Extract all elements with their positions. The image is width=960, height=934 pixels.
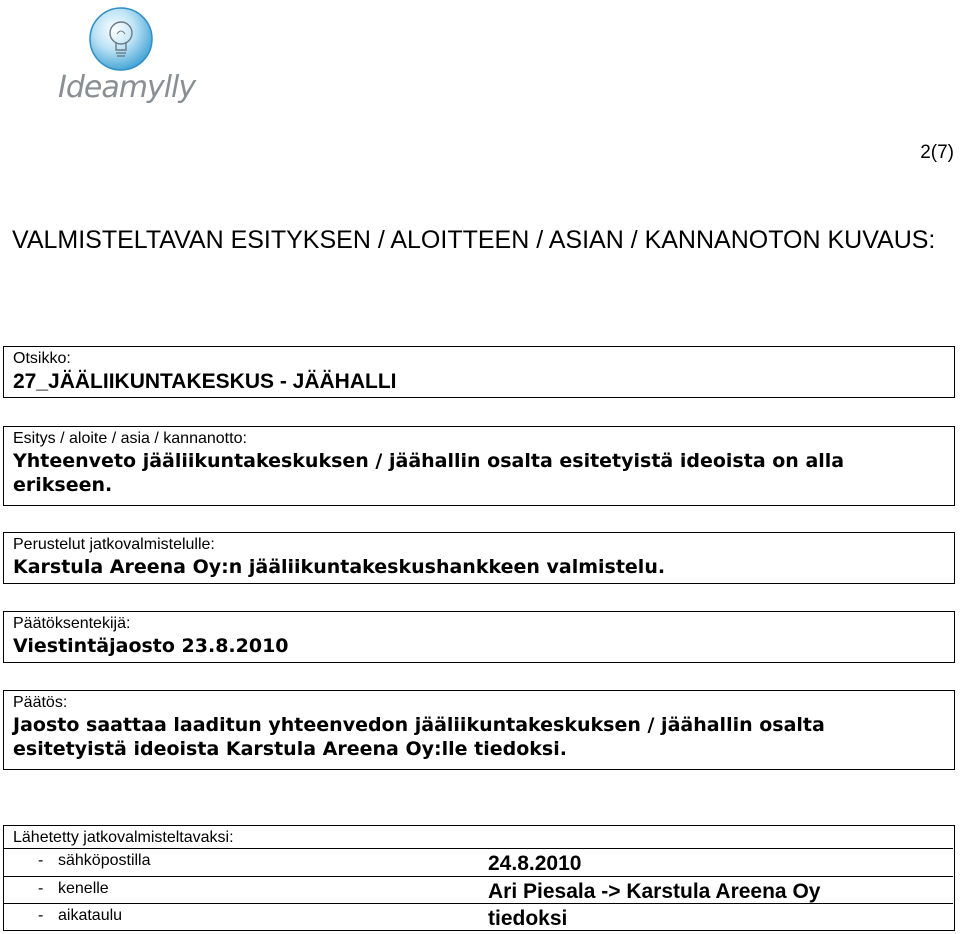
section-perustelut — [3, 532, 955, 584]
section-paatoksentekija — [3, 611, 955, 663]
page-title: VALMISTELTAVAN ESITYKSEN / ALOITTEEN / ASIAN / KANNANOTON KUVAUS: — [12, 226, 936, 254]
logo-wordmark: Ideamylly — [58, 70, 196, 105]
sent-row-key: kenelle — [58, 880, 109, 897]
sent-row-value: tiedoksi — [488, 907, 568, 930]
section-value: 27_JÄÄLIIKUNTAKESKUS - JÄÄHALLI — [13, 370, 397, 393]
section-value: Viestintäjaosto 23.8.2010 — [13, 635, 289, 657]
sent-row-value: 24.8.2010 — [488, 852, 582, 875]
list-dash: - — [38, 907, 44, 924]
section-label: Perustelut jatkovalmistelulle: — [13, 536, 215, 553]
lightbulb-icon — [88, 6, 154, 72]
ideamylly-logo — [58, 6, 198, 110]
section-label: Otsikko: — [13, 350, 71, 367]
sent-row — [4, 903, 953, 931]
section-paatos — [3, 690, 955, 770]
section-esitys — [3, 426, 955, 506]
sent-table — [3, 825, 955, 931]
list-dash: - — [38, 880, 44, 897]
section-label: Päätös: — [13, 694, 68, 711]
section-label: Esitys / aloite / asia / kannanotto: — [13, 430, 247, 447]
sent-row-key: aikataulu — [58, 907, 123, 924]
sent-row — [4, 848, 953, 877]
section-otsikko — [3, 346, 955, 398]
section-value: Karstula Areena Oy:n jääliikuntakeskushankkeen valmistelu. — [13, 556, 666, 578]
section-value: Jaosto saattaa laaditun yhteenvedon jääliikuntakeskuksen / jäähallin osalta esitetyistä ideoista Karstula Areena Oy:lle tiedoksi. — [13, 714, 832, 760]
sent-row-value: Ari Piesala -> Karstula Areena Oy — [488, 880, 821, 903]
section-label: Päätöksentekijä: — [13, 615, 131, 632]
sent-row — [4, 876, 953, 904]
sent-label: Lähetetty jatkovalmisteltavaksi: — [13, 829, 234, 846]
list-dash: - — [38, 852, 44, 869]
page-number: 2(7) — [920, 142, 954, 163]
sent-row-key: sähköpostilla — [58, 852, 151, 869]
section-value: Yhteenveto jääliikuntakeskuksen / jäähallin osalta esitetyistä ideoista on alla erikseen. — [13, 450, 851, 496]
